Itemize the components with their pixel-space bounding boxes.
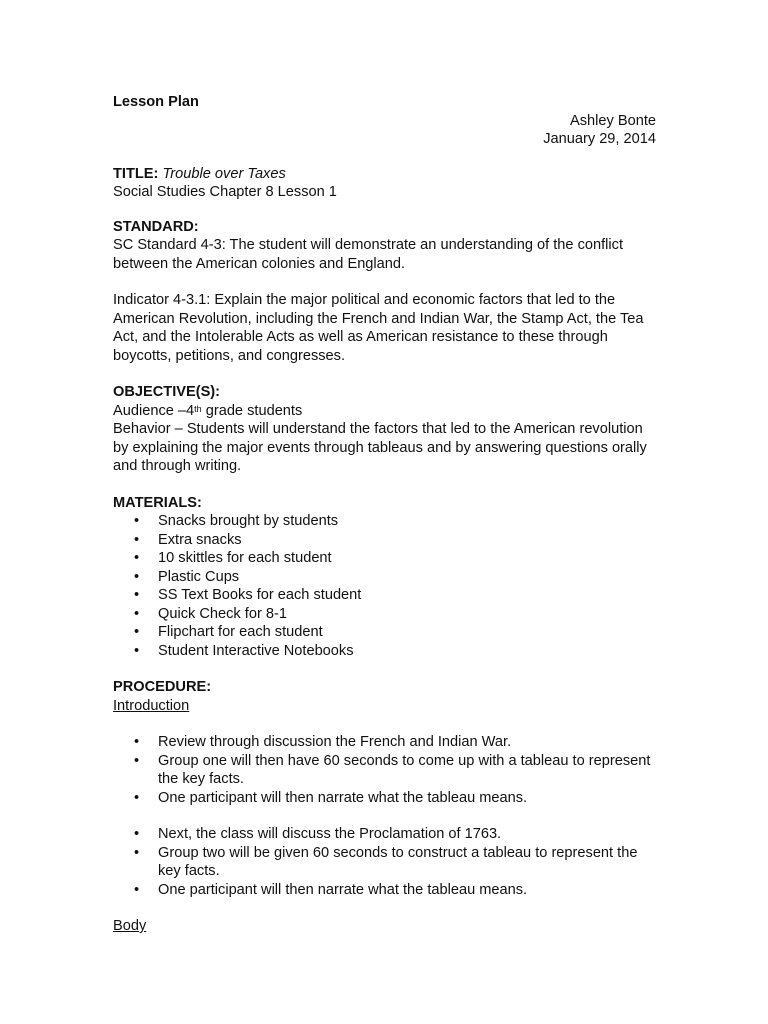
list-item: • One participant will then narrate what the tableau means. — [134, 789, 528, 806]
standard-heading: STANDARD: — [113, 218, 199, 235]
audience-line — [113, 402, 656, 421]
bullet-icon: • — [134, 826, 140, 842]
bullet-icon: • — [134, 531, 140, 548]
body-label: Body — [113, 918, 147, 934]
list-item: • Group one will then have 60 seconds to come up with a tableau to represent the key facts. — [134, 752, 651, 787]
document-page — [113, 93, 656, 936]
audience-prefix: Audience –4 — [113, 402, 195, 419]
procedure-list-b — [113, 825, 656, 899]
procedure-heading: PROCEDURE: — [113, 679, 212, 695]
list-item: • Next, the class will discuss the Proclamation of 1763. — [134, 826, 502, 842]
bullet-icon: • — [134, 550, 140, 566]
doc-label: Lesson Plan — [113, 94, 199, 110]
audience-suffix: grade students — [201, 402, 303, 419]
bullet-icon: • — [134, 752, 140, 769]
bullet-icon: • — [134, 734, 140, 750]
title-value: Trouble over Taxes — [162, 165, 286, 182]
bullet-icon: • — [134, 844, 140, 861]
author-name: Ashley Bonte — [570, 112, 656, 129]
title-line — [113, 165, 656, 184]
list-item: • Snacks brought by students — [134, 513, 339, 529]
document-date: January 29, 2014 — [543, 131, 656, 147]
title-subtitle: Social Studies Chapter 8 Lesson 1 — [113, 184, 337, 200]
bullet-icon: • — [134, 513, 140, 529]
list-item: • SS Text Books for each student — [134, 587, 362, 603]
bullet-icon: • — [134, 605, 140, 622]
objectives-heading: OBJECTIVE(S): — [113, 384, 221, 400]
list-item: • One participant will then narrate what the tableau means. — [134, 881, 528, 898]
bullet-icon: • — [134, 568, 140, 585]
sc-standard-text: SC Standard 4-3: The student will demonstrate an understanding of the conflict between the American colonies and England. — [113, 237, 624, 272]
materials-heading: MATERIALS: — [113, 494, 202, 511]
list-item: • Extra snacks — [134, 531, 242, 548]
list-item: • Flipchart for each student — [134, 624, 323, 640]
introduction-label: Introduction — [113, 697, 190, 714]
audience-superscript: th — [194, 403, 202, 414]
list-item: • Group two will be given 60 seconds to construct a tableau to represent the key facts. — [134, 844, 638, 879]
list-item: • 10 skittles for each student — [134, 550, 332, 566]
bullet-icon: • — [134, 642, 140, 659]
bullet-icon: • — [134, 789, 140, 806]
list-item: • Student Interactive Notebooks — [134, 642, 354, 659]
list-item: • Quick Check for 8-1 — [134, 605, 287, 622]
procedure-list-a — [113, 733, 656, 807]
bullet-icon: • — [134, 881, 140, 898]
materials-list — [113, 512, 656, 660]
list-item: • Plastic Cups — [134, 568, 240, 585]
title-label: TITLE: — [113, 165, 159, 182]
behavior-text: Behavior – Students will understand the factors that led to the American revolution by explaining the major events through tableaus and by answering questions orally and through writing. — [113, 421, 647, 474]
bullet-icon: • — [134, 587, 140, 603]
bullet-icon: • — [134, 624, 140, 640]
list-item: • Review through discussion the French and Indian War. — [134, 734, 512, 750]
indicator-text: Indicator 4-3.1: Explain the major political and economic factors that led to the American Revolution, including the French and Indian War, the Stamp Act, the Tea Act, and the Intolerable Acts as well as American resistance to these through boycotts, petitions, and congresses. — [113, 292, 644, 364]
